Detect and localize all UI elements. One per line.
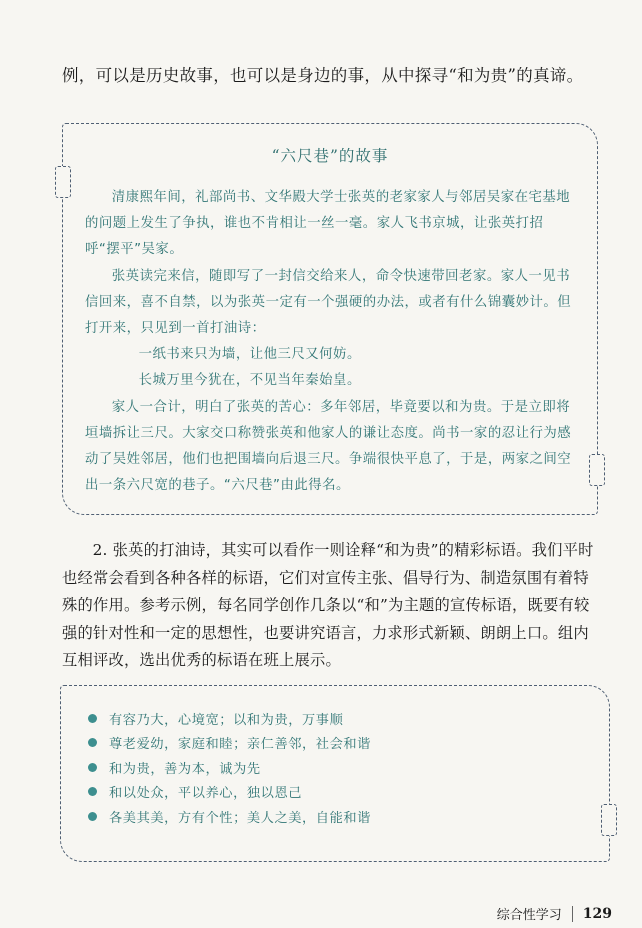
box-tab-left [55,166,71,198]
bullet-icon [88,763,97,772]
page-number: 129 [582,905,612,922]
poem-line-2: 长城万里今犹在，不见当年秦始皇。 [138,373,361,389]
slogan-text: 和为贵，善为本，诚为先 [109,761,261,777]
story-title: “六尺巷”的故事 [271,147,389,165]
story-paragraph-2: 张英读完来信，随即写了一封信交给来人，命令快速带回老家。家人一见书信回来，喜不自禁，以为张英一定有一个强硬的办法，或者有什么锦囊妙计。但打开来，只见到一首打油诗： [85,268,572,337]
slogan-text: 有容乃大，心境宽；以和为贵，万事顺 [109,712,344,728]
page-footer [497,904,612,923]
slogan-text: 和以处众，平以养心，独以恩己 [109,786,303,802]
list-item [88,804,371,829]
section-label: 综合性学习 [496,908,562,923]
list-item [88,731,371,756]
bullet-icon [88,787,97,796]
bullet-icon [88,812,97,821]
bullet-icon [88,714,97,723]
story-closing: 家人一合计，明白了张英的苦心：多年邻居，毕竟要以和为贵。于是立即将垣墙拆让三尺。大家交口称赞张英和他家人的谦让态度。尚书一家的忍让行为感动了吴姓邻居，他们也把围墙向后退三尺。争端很快平息了，于是，两家之间空出一条六尺宽的巷子。“六尺巷”由此得名。 [85,399,572,494]
slogan-box [60,685,610,862]
story-text [85,185,577,499]
box-tab-right [589,454,605,486]
list-item [88,780,371,805]
intro-line: 例，可以是历史故事，也可以是身边的事，从中探寻“和为贵”的真谛。 [62,66,584,85]
box-tab-right [601,804,617,836]
story-paragraph-1: 清康熙年间，礼部尚书、文华殿大学士张英的老家家人与邻居吴家在宅基地的问题上发生了争执，谁也不肯相让一丝一毫。家人飞书京城，让张英打招呼“摆平”吴家。 [85,190,571,258]
list-item [88,755,371,780]
story-box [62,123,598,515]
activity-paragraph: 2. 张英的打油诗，其实可以看作一则诠释“和为贵”的精彩标语。我们平时也经常会看到各种各样的标语，它们对宣传主张、倡导行为、制造氛围有着特殊的作用。参考示例，每名同学创作几条以“和”为主题的宣传标语，既要有较强的针对性和一定的思想性，也要讲究语言，力求形式新颖、朗朗上口。组内互相评改，选出优秀的标语在班上展示。 [62,541,594,670]
slogan-text: 各美其美，方有个性；美人之美，自能和谐 [109,810,371,826]
slogan-text: 尊老爱幼，家庭和睦；亲仁善邻，社会和谐 [109,737,371,753]
footer-divider [572,906,573,922]
list-item [88,706,371,731]
slogan-list [88,706,371,829]
poem-line-1: 一纸书来只为墙，让他三尺又何妨。 [138,347,361,363]
bullet-icon [88,738,97,747]
